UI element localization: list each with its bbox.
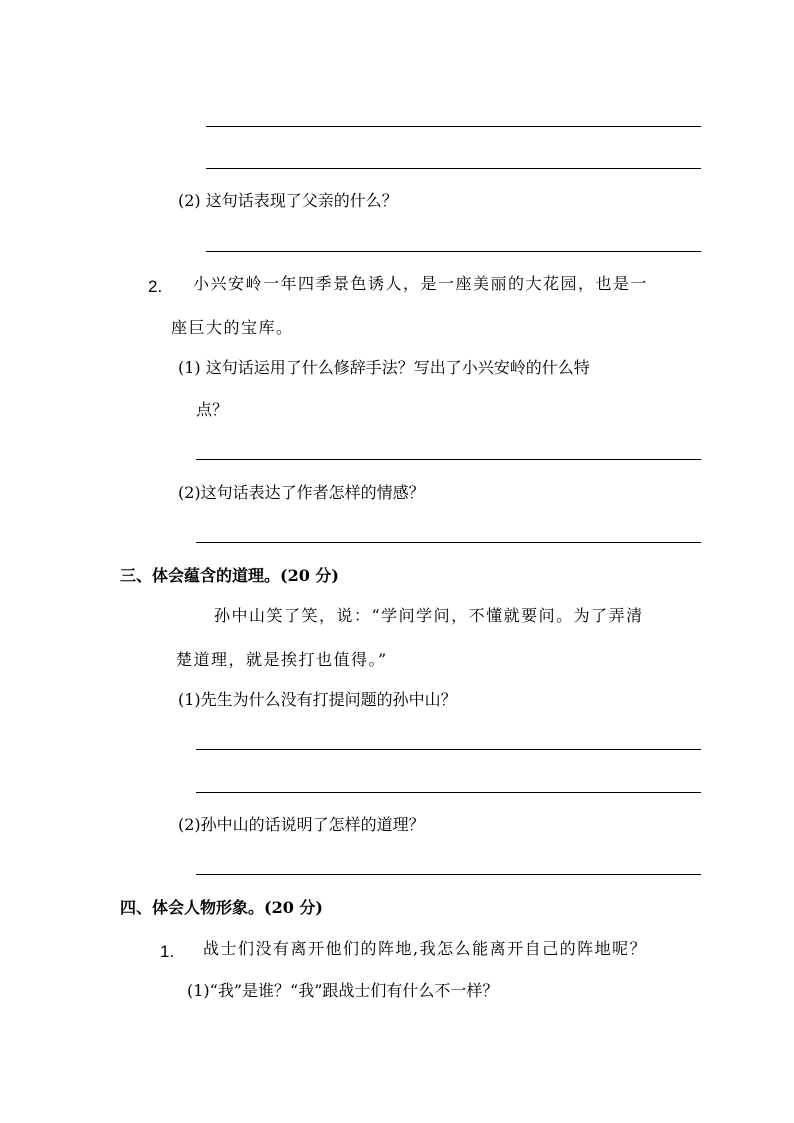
q1-sub2-question: (2) 这句话表现了父亲的什么？ <box>178 191 398 210</box>
answer-line[interactable] <box>196 749 701 750</box>
answer-line[interactable] <box>196 792 701 793</box>
q2-sub2-question: (2)这句话表达了作者怎样的情感？ <box>178 483 425 502</box>
section3-passage-line2: 楚道理，就是挨打也值得。” <box>176 650 388 669</box>
answer-line[interactable] <box>206 126 701 127</box>
section3-passage-line1: 孙中山笑了笑，说：“学问学问，不懂就要问。为了弄清 <box>214 606 644 625</box>
q2-passage-line1: 小兴安岭一年四季景色诱人，是一座美丽的大花园，也是一 <box>193 274 649 293</box>
answer-line[interactable] <box>206 251 701 252</box>
section4-q1-text: 战士们没有离开他们的阵地,我怎么能离开自己的阵地呢？ <box>203 939 648 958</box>
answer-line[interactable] <box>206 168 701 169</box>
section4-heading: 四、体会人物形象。(20 分) <box>120 898 323 917</box>
section3-heading: 三、体会蕴含的道理。(20 分) <box>120 566 339 585</box>
section3-sub1-question: (1)先生为什么没有打提问题的孙中山？ <box>178 690 457 709</box>
q2-passage-line2: 座巨大的宝库。 <box>171 318 294 337</box>
section3-sub2-question: (2)孙中山的话说明了怎样的道理？ <box>178 815 425 834</box>
section4-q1-number: 1. <box>160 942 175 961</box>
q2-number: 2. <box>148 277 163 296</box>
answer-line[interactable] <box>196 542 701 543</box>
answer-line[interactable] <box>196 874 701 875</box>
section4-sub1-question: (1)“我”是谁？“我”跟战士们有什么不一样？ <box>187 981 499 1000</box>
q2-sub1-line2: 点？ <box>196 400 229 419</box>
q2-sub1-line1: (1) 这句话运用了什么修辞手法？写出了小兴安岭的什么特 <box>178 358 590 377</box>
answer-line[interactable] <box>196 459 701 460</box>
